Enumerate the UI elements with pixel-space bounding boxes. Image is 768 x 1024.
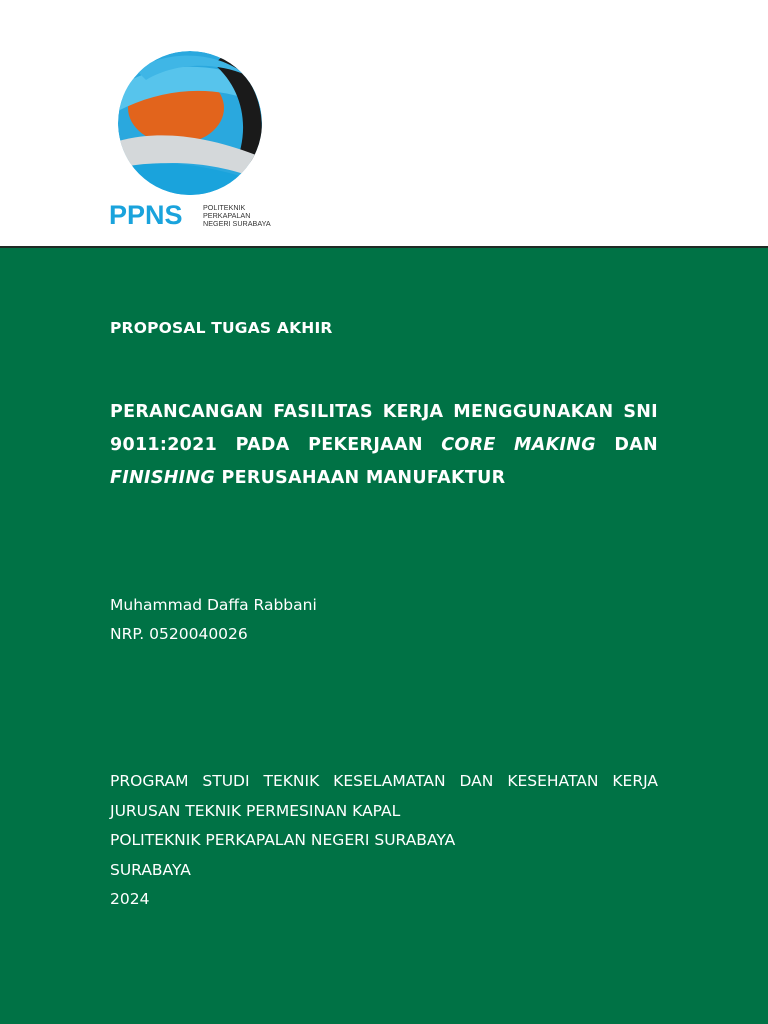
globe-icon (106, 51, 266, 200)
title-text: 9011:2021 PADA PEKERJAAN (110, 435, 442, 455)
institution-block (110, 767, 658, 915)
proposal-title (110, 396, 658, 495)
title-text: PERUSAHAAN MANUFAKTUR (215, 468, 506, 488)
title-line-2 (110, 429, 658, 462)
author-name: Muhammad Daffa Rabbani (110, 596, 317, 614)
title-text: DAN (595, 435, 658, 455)
institution-name: POLITEKNIK PERKAPALAN NEGERI SURABAYA (110, 831, 456, 849)
study-program: PROGRAM STUDI TEKNIK KESELAMATAN DAN KESEHATAN KERJA (110, 772, 658, 790)
logo-name-line-1: POLITEKNIK (203, 203, 246, 212)
document-type: PROPOSAL TUGAS AKHIR (110, 319, 333, 337)
department: JURUSAN TEKNIK PERMESINAN KAPAL (110, 801, 401, 820)
title-italic-term: FINISHING (110, 468, 216, 488)
author-block (110, 591, 317, 649)
logo-name-line-3: NEGERI SURABAYA (203, 219, 271, 228)
author-nrp: NRP. 0520040026 (110, 625, 248, 643)
logo-name-line-2: PERKAPALAN (203, 211, 251, 220)
year: 2024 (110, 890, 150, 908)
title-line-1: PERANCANGAN FASILITAS KERJA MENGGUNAKAN SNI (110, 402, 658, 422)
title-line-3 (110, 462, 658, 495)
header-area (0, 0, 768, 246)
title-italic-term: CORE MAKING (441, 435, 596, 455)
city: SURABAYA (110, 860, 191, 879)
logo-acronym: PPNS (109, 200, 183, 230)
ppns-logo (106, 50, 272, 236)
